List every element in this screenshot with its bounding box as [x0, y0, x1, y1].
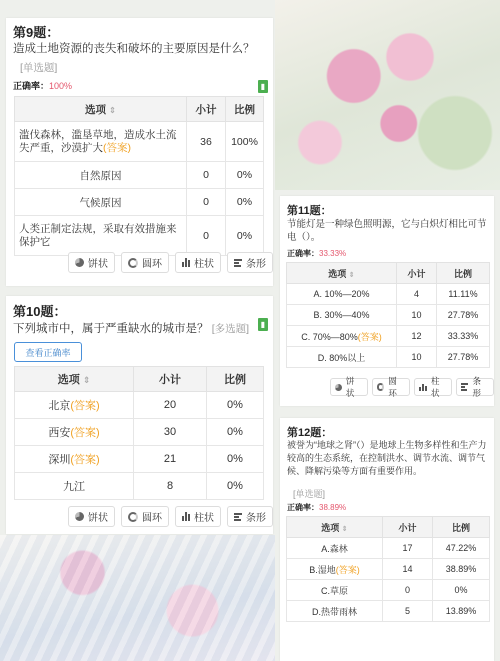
pie-chart-button[interactable]: 饼状	[68, 506, 115, 527]
hbar-icon	[461, 383, 468, 391]
question-text: 被誉为“地球之肾”（）是地球上生物多样性和生产力较高的生态系统，在控制洪水、调节水流、调节气候、降解污染等方面有重要作用。	[287, 440, 487, 476]
hbar-icon	[234, 259, 242, 267]
ratio-cell: 47.22%	[433, 538, 490, 559]
accuracy-value: 38.89%	[319, 503, 347, 512]
count-cell: 14	[383, 559, 433, 580]
count-cell: 10	[397, 305, 437, 326]
count-cell: 8	[134, 473, 207, 500]
ratio-cell: 0%	[226, 162, 264, 189]
table-row	[287, 326, 490, 347]
option-text: 气候原因	[15, 189, 187, 216]
ring-icon	[377, 383, 385, 391]
chart-type-buttons	[330, 378, 494, 396]
option-text: B.湿地	[309, 564, 336, 575]
column-header-ratio: 比例	[207, 367, 264, 392]
hbar-chart-button[interactable]: 条形	[227, 252, 273, 273]
column-header-ratio: 比例	[437, 263, 490, 284]
table-row	[287, 601, 490, 622]
bar-icon	[182, 512, 190, 521]
question-title: 第9题：	[13, 25, 60, 40]
option-text: 滥伐森林，滥垦草地，造成水土流失严重，沙漠扩大	[19, 128, 177, 154]
question-12-card	[280, 418, 494, 661]
ratio-cell: 0%	[207, 473, 264, 500]
column-header-option[interactable]: 选项 ⇕	[15, 97, 187, 122]
answer-tag: (答案)	[70, 427, 100, 439]
ratio-cell: 38.89%	[433, 559, 490, 580]
bar-icon	[419, 384, 427, 391]
sort-icon[interactable]: ⇕	[108, 104, 116, 115]
count-cell: 30	[134, 419, 207, 446]
answer-tag: (答案)	[70, 454, 100, 466]
ratio-cell: 0%	[433, 580, 490, 601]
question-title: 第11题：	[287, 205, 332, 217]
answer-tag: (答案)	[357, 331, 382, 342]
column-header-option[interactable]: 选项 ⇕	[287, 517, 383, 538]
accuracy-label: 正确率：	[13, 81, 50, 91]
question-type: [单选题]	[20, 62, 58, 74]
side-tag-icon[interactable]: ▮	[258, 318, 268, 331]
table-row	[15, 189, 264, 216]
accuracy-value: 33.33%	[319, 249, 347, 258]
answer-tag: (答案)	[335, 564, 360, 575]
background-flower-photo-top-right	[275, 0, 500, 190]
chart-type-buttons	[68, 252, 273, 273]
answer-tag: (答案)	[70, 400, 100, 412]
option-text: 九江	[15, 473, 134, 500]
chart-type-buttons	[68, 506, 273, 527]
count-cell: 20	[134, 392, 207, 419]
hbar-chart-button[interactable]: 条形	[456, 378, 494, 396]
option-text: 自然原因	[15, 162, 187, 189]
results-table	[14, 366, 263, 500]
count-cell: 12	[397, 326, 437, 347]
column-header-option[interactable]: 选项 ⇕	[15, 367, 134, 392]
pie-chart-button[interactable]: 饼状	[68, 252, 115, 273]
table-row	[287, 559, 490, 580]
table-row	[287, 347, 490, 368]
ring-icon	[128, 258, 138, 268]
ring-chart-button[interactable]: 圆环	[121, 506, 169, 527]
table-row	[15, 216, 264, 256]
ring-chart-button[interactable]: 圆环	[121, 252, 169, 273]
ratio-cell: 0%	[207, 446, 264, 473]
table-row	[287, 305, 490, 326]
table-row	[15, 419, 264, 446]
question-type: [多选题]	[211, 323, 250, 335]
hbar-chart-button[interactable]: 条形	[227, 506, 273, 527]
count-cell: 10	[397, 347, 437, 368]
count-cell: 0	[187, 189, 226, 216]
ratio-cell: 100%	[226, 122, 264, 162]
ratio-cell: 11.11%	[437, 284, 490, 305]
ratio-cell: 0%	[207, 419, 264, 446]
option-text: D.热带雨林	[287, 601, 383, 622]
count-cell: 5	[383, 601, 433, 622]
column-header-ratio: 比例	[433, 517, 490, 538]
option-text: 人类正制定法规，采取有效措施来保护它	[15, 216, 187, 256]
column-header-option[interactable]: 选项 ⇕	[287, 263, 397, 284]
ratio-cell: 27.78%	[437, 305, 490, 326]
accuracy-label: 正确率：	[287, 249, 319, 258]
table-row	[15, 392, 264, 419]
accuracy-label: 正确率：	[287, 503, 319, 512]
ratio-cell: 0%	[207, 392, 264, 419]
pie-icon	[335, 384, 342, 391]
question-9-card	[6, 18, 273, 286]
option-text: A. 10%—20%	[287, 284, 397, 305]
count-cell: 0	[187, 162, 226, 189]
results-table	[286, 262, 489, 368]
ring-chart-button[interactable]: 圆环	[372, 378, 410, 396]
table-row	[287, 284, 490, 305]
question-text: 造成土地资源的丧失和破坏的主要原因是什么？	[13, 43, 255, 55]
column-header-count: 小计	[397, 263, 437, 284]
table-row	[287, 580, 490, 601]
question-title: 第12题：	[287, 427, 333, 439]
count-cell: 36	[187, 122, 226, 162]
count-cell: 0	[383, 580, 433, 601]
count-cell: 21	[134, 446, 207, 473]
sort-icon[interactable]: ⇕	[341, 523, 348, 533]
accuracy-line	[13, 79, 72, 92]
option-text: 北京	[48, 400, 71, 412]
hbar-icon	[234, 513, 242, 521]
table-row	[287, 538, 490, 559]
column-header-ratio: 比例	[226, 97, 264, 122]
option-text: B. 30%—40%	[287, 305, 397, 326]
column-header-count: 小计	[383, 517, 433, 538]
sort-icon[interactable]: ⇕	[82, 375, 91, 385]
question-title: 第10题：	[13, 304, 67, 319]
question-11-card	[280, 196, 494, 406]
bar-chart-button[interactable]: 柱状	[175, 506, 221, 527]
ratio-cell: 27.78%	[437, 347, 490, 368]
count-cell: 0	[187, 216, 226, 256]
option-text: C. 70%—80%	[301, 331, 358, 342]
accuracy-line	[287, 248, 346, 259]
pie-icon	[75, 512, 84, 521]
question-10-card	[6, 296, 273, 534]
column-header-count: 小计	[134, 367, 207, 392]
option-text: C.草原	[287, 580, 383, 601]
ratio-cell: 33.33%	[437, 326, 490, 347]
table-row	[15, 122, 264, 162]
sort-icon[interactable]: ⇕	[348, 269, 355, 279]
side-tag-icon[interactable]: ▮	[258, 80, 268, 93]
option-text: A.森林	[287, 538, 383, 559]
bar-icon	[182, 258, 190, 267]
pie-chart-button[interactable]: 饼状	[330, 378, 368, 396]
table-row	[15, 473, 264, 500]
question-type: [单选题]	[293, 489, 326, 499]
bar-chart-button[interactable]: 柱状	[414, 378, 452, 396]
count-cell: 17	[383, 538, 433, 559]
table-row	[15, 162, 264, 189]
table-row	[15, 446, 264, 473]
option-text: 西安	[48, 427, 71, 439]
background-flower-photo-bottom-left	[0, 535, 275, 661]
ratio-cell: 0%	[226, 189, 264, 216]
ratio-cell: 13.89%	[433, 601, 490, 622]
answer-tag: (答案)	[103, 141, 131, 154]
option-text: D. 80%以上	[287, 347, 397, 368]
ring-icon	[128, 512, 138, 522]
results-table	[286, 516, 489, 622]
question-text: 下列城市中，属于严重缺水的城市是？	[13, 323, 209, 335]
count-cell: 4	[397, 284, 437, 305]
bar-chart-button[interactable]: 柱状	[175, 252, 221, 273]
column-header-count: 小计	[187, 97, 226, 122]
option-text: 深圳	[48, 454, 71, 466]
question-text: 节能灯是一种绿色照明源，它与白炽灯相比可节电（）。	[287, 219, 487, 243]
view-accuracy-button[interactable]: 查看正确率	[14, 342, 82, 362]
accuracy-value: 100%	[49, 81, 73, 91]
ratio-cell: 0%	[226, 216, 264, 256]
accuracy-line	[287, 502, 346, 513]
pie-icon	[75, 258, 84, 267]
results-table	[14, 96, 263, 256]
question-line	[13, 320, 269, 336]
